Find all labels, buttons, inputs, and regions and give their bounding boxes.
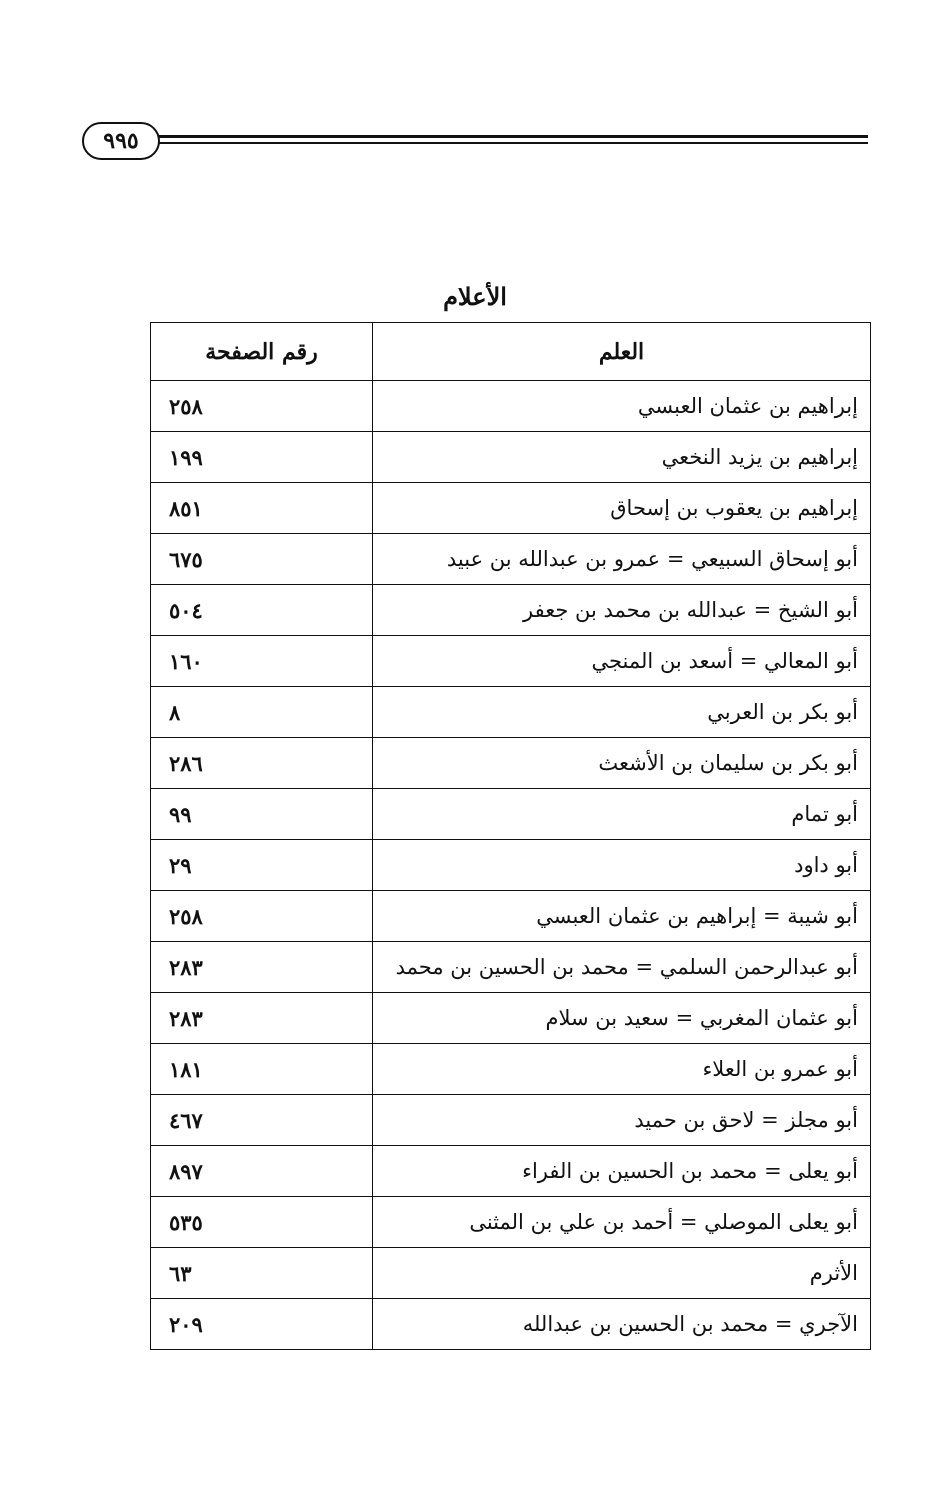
table-row xyxy=(151,1146,871,1197)
table-row xyxy=(151,891,871,942)
row-page-number: ٥٠٤ xyxy=(151,585,373,636)
row-page-number: ٢٨٣ xyxy=(151,993,373,1044)
table-row xyxy=(151,483,871,534)
table-row xyxy=(151,381,871,432)
section-title: الأعلام xyxy=(443,282,507,311)
row-page-number: ٢٩ xyxy=(151,840,373,891)
row-page-number: ٥٣٥ xyxy=(151,1197,373,1248)
row-page-number: ٢٨٦ xyxy=(151,738,373,789)
page-number-badge: ٩٩٥ xyxy=(82,122,160,160)
row-name: أبو عبدالرحمن السلمي = محمد بن الحسين بن محمد xyxy=(373,942,871,993)
row-name: أبو بكر بن سليمان بن الأشعث xyxy=(373,738,871,789)
row-name: أبو يعلى الموصلي = أحمد بن علي بن المثنى xyxy=(373,1197,871,1248)
table-row xyxy=(151,534,871,585)
row-name: إبراهيم بن يعقوب بن إسحاق xyxy=(373,483,871,534)
table-row xyxy=(151,942,871,993)
row-page-number: ٤٦٧ xyxy=(151,1095,373,1146)
header-double-rule xyxy=(156,135,868,144)
row-page-number: ٢٨٣ xyxy=(151,942,373,993)
table-row xyxy=(151,789,871,840)
table-row xyxy=(151,1044,871,1095)
row-page-number: ٦٧٥ xyxy=(151,534,373,585)
page-header xyxy=(82,118,868,164)
row-page-number: ٢٥٨ xyxy=(151,381,373,432)
row-page-number: ٢٥٨ xyxy=(151,891,373,942)
table-row xyxy=(151,636,871,687)
table-row xyxy=(151,1248,871,1299)
table-row xyxy=(151,1095,871,1146)
table-row xyxy=(151,1299,871,1350)
row-name: أبو إسحاق السبيعي = عمرو بن عبدالله بن عبيد xyxy=(373,534,871,585)
table-row xyxy=(151,993,871,1044)
row-name: أبو تمام xyxy=(373,789,871,840)
row-name: أبو الشيخ = عبدالله بن محمد بن جعفر xyxy=(373,585,871,636)
row-name: الآجري = محمد بن الحسين بن عبدالله xyxy=(373,1299,871,1350)
row-name: أبو داود xyxy=(373,840,871,891)
table-row xyxy=(151,432,871,483)
table-row xyxy=(151,687,871,738)
table-row xyxy=(151,738,871,789)
row-page-number: ٨٥١ xyxy=(151,483,373,534)
names-index-table xyxy=(150,322,871,1350)
table-header-row xyxy=(151,323,871,381)
row-page-number: ٦٣ xyxy=(151,1248,373,1299)
row-page-number: ٢٠٩ xyxy=(151,1299,373,1350)
column-header-page: رقم الصفحة xyxy=(151,323,373,381)
row-name: إبراهيم بن يزيد النخعي xyxy=(373,432,871,483)
row-page-number: ٨ xyxy=(151,687,373,738)
row-page-number: ١٩٩ xyxy=(151,432,373,483)
table-row xyxy=(151,1197,871,1248)
row-page-number: ٨٩٧ xyxy=(151,1146,373,1197)
row-name: أبو شيبة = إبراهيم بن عثمان العبسي xyxy=(373,891,871,942)
row-name: أبو مجلز = لاحق بن حميد xyxy=(373,1095,871,1146)
row-page-number: ١٦٠ xyxy=(151,636,373,687)
row-name: الأثرم xyxy=(373,1248,871,1299)
row-name: أبو عمرو بن العلاء xyxy=(373,1044,871,1095)
row-name: أبو بكر بن العربي xyxy=(373,687,871,738)
column-header-name: العلم xyxy=(373,323,871,381)
row-page-number: ٩٩ xyxy=(151,789,373,840)
row-name: أبو المعالي = أسعد بن المنجي xyxy=(373,636,871,687)
row-name: إبراهيم بن عثمان العبسي xyxy=(373,381,871,432)
row-page-number: ١٨١ xyxy=(151,1044,373,1095)
table-row xyxy=(151,585,871,636)
row-name: أبو عثمان المغربي = سعيد بن سلام xyxy=(373,993,871,1044)
row-name: أبو يعلى = محمد بن الحسين بن الفراء xyxy=(373,1146,871,1197)
table-row xyxy=(151,840,871,891)
